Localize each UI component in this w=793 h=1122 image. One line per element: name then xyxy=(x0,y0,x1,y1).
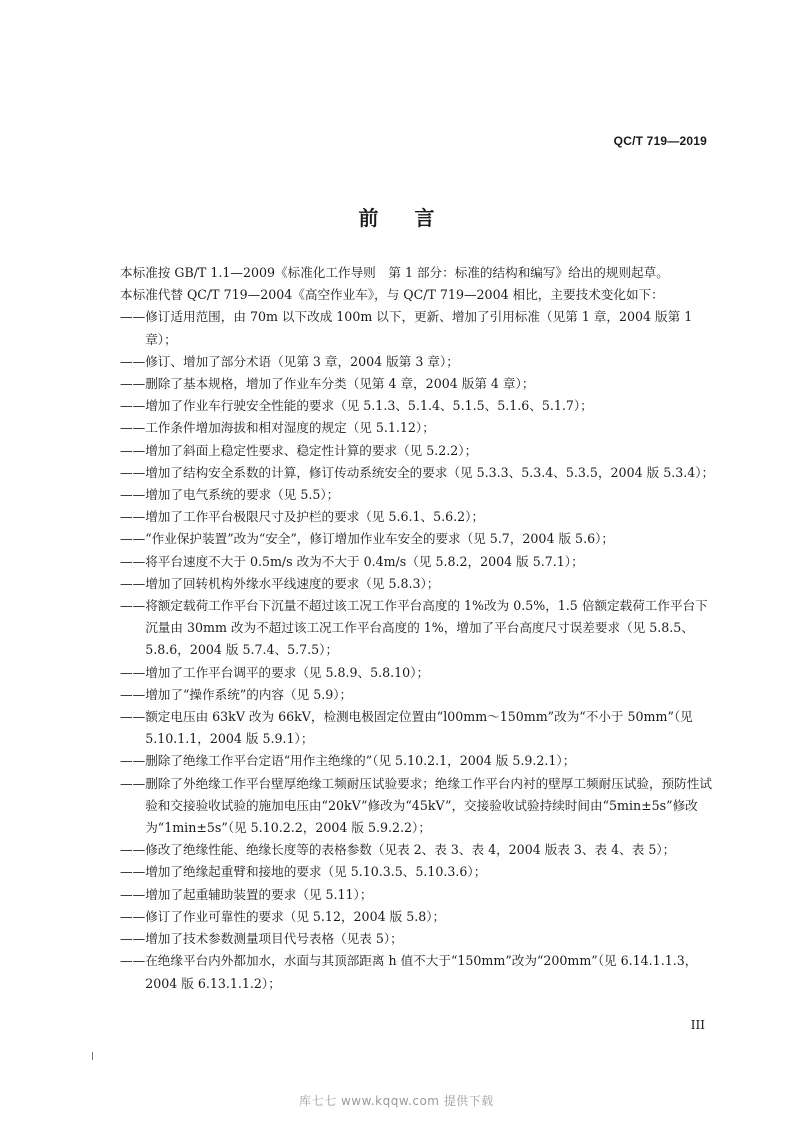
change-text: 增加了斜面上稳定性要求、稳定性计算的要求（见 5.2.2）； xyxy=(145,442,478,458)
change-text: 增加了电气系统的要求（见 5.5）； xyxy=(145,487,340,503)
dash-marker: —— xyxy=(120,931,146,947)
dash-marker: —— xyxy=(120,376,146,392)
dash-marker: —— xyxy=(120,864,146,880)
dash-marker: —— xyxy=(120,842,146,858)
change-text: 删除了绝缘工作平台定语“用作主绝缘的”（见 5.10.2.1，2004 版 5.9.2.1）； xyxy=(145,753,576,769)
dash-marker: —— xyxy=(120,398,146,414)
change-item xyxy=(120,306,718,350)
watermark: 库七七 www.kqqw.com 提供下载 xyxy=(299,1094,494,1108)
dash-marker: —— xyxy=(120,309,146,325)
change-item xyxy=(120,440,718,462)
standard-code: QC/T 719—2019 xyxy=(613,134,707,148)
change-text: 工作条件增加海拔和相对湿度的规定（见 5.1.12）； xyxy=(145,420,435,436)
change-item xyxy=(120,750,718,772)
change-text: “作业保护装置”改为“安全”，修订增加作业车安全的要求（见 5.7，2004 版 5.6）； xyxy=(145,531,614,547)
change-text: 增加了回转机构外缘水平线速度的要求（见 5.8.3）； xyxy=(145,575,440,591)
dash-marker: —— xyxy=(120,509,146,525)
dash-marker: —— xyxy=(120,908,146,924)
foreword-body xyxy=(120,262,718,995)
change-text: 增加了“操作系统”的内容（见 5.9）； xyxy=(145,686,353,702)
dash-marker: —— xyxy=(120,464,146,480)
change-text: 修订适用范围，由 70m 以下改成 100m 以下，更新、增加了引用标准（见第 1 章，2004 版第 1 章）； xyxy=(145,309,693,347)
intro-paragraph-replacement: 本标准代替 QC/T 719—2004《高空作业车》，与 QC/T 719—2004 相比，主要技术变化如下： xyxy=(120,287,664,303)
dash-marker: —— xyxy=(120,953,146,969)
change-text: 增加了技术参数测量项目代号表格（见表 5）； xyxy=(145,931,403,947)
change-item xyxy=(120,551,718,573)
dash-marker: —— xyxy=(120,775,146,791)
change-item xyxy=(120,662,718,684)
dash-marker: —— xyxy=(120,886,146,902)
change-item xyxy=(120,861,718,883)
change-item xyxy=(120,906,718,928)
dash-marker: —— xyxy=(120,686,146,702)
change-item xyxy=(120,573,718,595)
change-text: 修改了绝缘性能、绝缘长度等的表格参数（见表 2、表 3、表 4，2004 版表 3、表 4、表 5）； xyxy=(145,842,676,858)
change-text: 额定电压由 63kV 改为 66kV，检测电极固定位置由“l00mm～150mm”改为“不小于 50mm”（见 5.10.1.1，2004 版 5.9.1）； xyxy=(145,709,693,747)
change-item xyxy=(120,373,718,395)
change-item xyxy=(120,462,718,484)
change-item xyxy=(120,395,718,417)
change-item xyxy=(120,484,718,506)
change-item xyxy=(120,839,718,861)
change-item xyxy=(120,417,718,439)
dash-marker: —— xyxy=(120,442,146,458)
dash-marker: —— xyxy=(120,353,146,369)
dash-marker: —— xyxy=(120,664,146,680)
dash-marker: —— xyxy=(120,531,146,547)
change-text: 将额定载荷工作平台下沉量不超过该工况工作平台高度的 1%改为 0.5%，1.5 倍额定载荷工作平台下沉量由 30mm 改为不超过该工况工作平台高度的 1%，增加了平台高度尺寸误差要求（见 5.8.5、5.8.6，2004 版 5.7.4、5.7.5）； xyxy=(145,598,708,658)
dash-marker: —— xyxy=(120,575,146,591)
change-text: 增加了作业车行驶安全性能的要求（见 5.1.3、5.1.4、5.1.5、5.1.6、5.1.7）； xyxy=(145,398,593,414)
change-text: 修订了作业可靠性的要求（见 5.12，2004 版 5.8）； xyxy=(145,908,446,924)
change-text: 增加了起重辅助装置的要求（见 5.11）； xyxy=(145,886,373,902)
page-title: 前言 xyxy=(358,206,471,230)
dash-marker: —— xyxy=(120,553,146,569)
change-item xyxy=(120,595,718,662)
change-item xyxy=(120,773,718,840)
change-item xyxy=(120,506,718,528)
change-text: 增加了绝缘起重臂和接地的要求（见 5.10.3.5、5.10.3.6）； xyxy=(145,864,487,880)
change-item xyxy=(120,684,718,706)
dash-marker: —— xyxy=(120,487,146,503)
change-item xyxy=(120,528,718,550)
change-text: 增加了工作平台调平的要求（见 5.8.9、5.8.10）； xyxy=(145,664,430,680)
change-text: 将平台速度不大于 0.5m/s 改为不大于 0.4m/s（见 5.8.2，2004 版 5.7.1）； xyxy=(145,553,584,569)
change-text: 增加了工作平台极限尺寸及护栏的要求（见 5.6.1、5.6.2）； xyxy=(145,509,485,525)
dash-marker: —— xyxy=(120,420,146,436)
dash-marker: —— xyxy=(120,753,146,769)
change-text: 删除了外绝缘工作平台壁厚绝缘工频耐压试验要求；绝缘工作平台内衬的壁厚工频耐压试验，预防性试验和交接验收试验的施加电压由“20kV”修改为“45kV”，交接验收试验持续时间由“5min±5s”修改为“1min±5s”（见 5.10.2.2，2004 版 5.9.2.2）； xyxy=(145,775,712,836)
dash-marker: —— xyxy=(120,598,146,614)
change-text: 增加了结构安全系数的计算，修订传动系统安全的要求（见 5.3.3、5.3.4、5.3.5，2004 版 5.3.4）； xyxy=(145,464,715,480)
change-item xyxy=(120,928,718,950)
change-text: 在绝缘平台内外都加水，水面与其顶部距离 h 值不大于“150mm”改为“200mm”（见 6.14.1.1.3，2004 版 6.13.1.1.2）； xyxy=(145,953,698,991)
page-number: III xyxy=(690,1018,705,1032)
dash-marker: —— xyxy=(120,709,146,725)
change-item xyxy=(120,706,718,750)
change-item xyxy=(120,884,718,906)
change-item xyxy=(120,950,718,994)
change-item xyxy=(120,351,718,373)
intro-paragraph-drafting-rules: 本标准按 GB/T 1.1—2009《标准化工作导则 第 1 部分：标准的结构和编写》给出的规则起草。 xyxy=(120,265,669,280)
change-text: 修订、增加了部分术语（见第 3 章，2004 版第 3 章）； xyxy=(145,353,459,369)
scan-mark xyxy=(92,1052,93,1060)
change-text: 删除了基本规格，增加了作业车分类（见第 4 章，2004 版第 4 章）； xyxy=(145,376,535,392)
